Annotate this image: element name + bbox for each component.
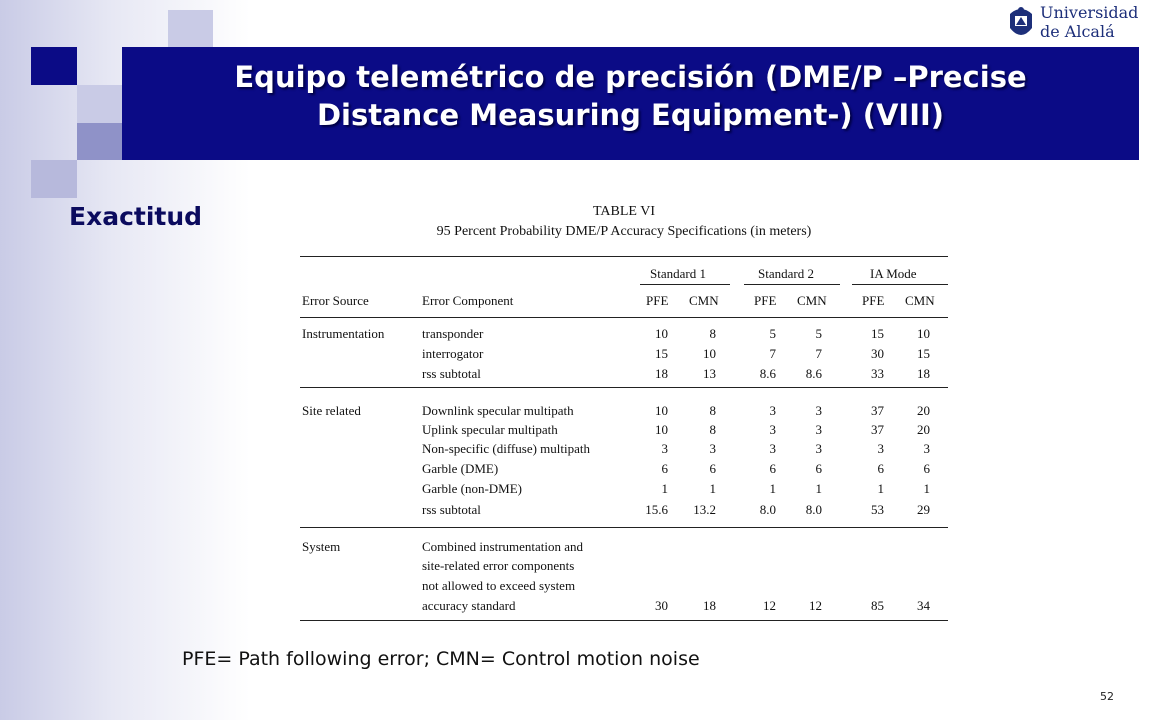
table-cell: 10 bbox=[655, 422, 668, 437]
slide-title bbox=[122, 58, 1139, 134]
col-header-component: Error Component bbox=[422, 293, 514, 308]
table-cell: 3 bbox=[815, 441, 822, 456]
table-cell: 3 bbox=[815, 403, 822, 418]
table-rule bbox=[300, 256, 948, 257]
decor-square bbox=[168, 10, 213, 47]
row-component: accuracy standard bbox=[422, 598, 516, 613]
decor-square bbox=[77, 123, 122, 160]
table-cell: 8 bbox=[709, 403, 716, 418]
table-rule bbox=[744, 284, 840, 285]
row-component: interrogator bbox=[422, 346, 484, 361]
row-source: System bbox=[302, 539, 341, 554]
group-header: Standard 1 bbox=[650, 266, 706, 281]
table-cell: 12 bbox=[763, 598, 776, 613]
table-cell: 1 bbox=[769, 481, 776, 496]
table-cell: 20 bbox=[917, 422, 930, 437]
table-cell: 3 bbox=[661, 441, 668, 456]
table-cell: 15 bbox=[871, 326, 884, 341]
sub-header: PFE bbox=[646, 293, 669, 308]
table-cell: 3 bbox=[769, 403, 776, 418]
sub-header: PFE bbox=[862, 293, 885, 308]
table-cell: 7 bbox=[815, 346, 822, 361]
slide-title-line1: Equipo telemétrico de precisión (DME/P –Precise bbox=[234, 60, 1027, 94]
table-cell: 3 bbox=[923, 441, 930, 456]
table-cell: 85 bbox=[871, 598, 884, 613]
sub-header: CMN bbox=[905, 293, 935, 308]
footnote: PFE= Path following error; CMN= Control motion noise bbox=[182, 648, 700, 670]
row-component: Uplink specular multipath bbox=[422, 422, 558, 437]
col-header-source: Error Source bbox=[302, 293, 369, 308]
table-cell: 13.2 bbox=[693, 502, 716, 517]
section-heading: Exactitud bbox=[69, 202, 203, 231]
logo-line2: de Alcalá bbox=[1040, 22, 1115, 41]
table-cell: 8.0 bbox=[805, 502, 822, 517]
accuracy-table bbox=[296, 200, 952, 624]
table-cell: 53 bbox=[871, 502, 884, 517]
decor-square bbox=[31, 47, 77, 85]
table-cell: 34 bbox=[917, 598, 930, 613]
table-cell: 1 bbox=[923, 481, 930, 496]
table-cell: 8.6 bbox=[759, 366, 776, 381]
slide-title-line2: Distance Measuring Equipment-) (VIII) bbox=[316, 98, 945, 132]
table-subtitle: 95 Percent Probability DME/P Accuracy Specifications (in meters) bbox=[436, 224, 812, 239]
table-cell: 3 bbox=[769, 422, 776, 437]
row-component: Combined instrumentation and bbox=[422, 539, 584, 554]
table-cell: 8.0 bbox=[759, 502, 776, 517]
page-number: 52 bbox=[1100, 690, 1114, 703]
table-cell: 10 bbox=[703, 346, 716, 361]
table-title: TABLE VI bbox=[592, 204, 655, 219]
table-cell: 1 bbox=[877, 481, 884, 496]
table-cell: 15 bbox=[917, 346, 930, 361]
sub-header: PFE bbox=[754, 293, 777, 308]
table-cell: 6 bbox=[815, 461, 822, 476]
table-cell: 3 bbox=[709, 441, 716, 456]
table-cell: 5 bbox=[815, 326, 822, 341]
group-header: IA Mode bbox=[870, 266, 917, 281]
table-rule bbox=[300, 317, 948, 318]
table-cell: 1 bbox=[815, 481, 822, 496]
table-cell: 18 bbox=[655, 366, 668, 381]
table-rule bbox=[852, 284, 948, 285]
crest-icon bbox=[1006, 4, 1036, 44]
sub-header: CMN bbox=[689, 293, 719, 308]
table-cell: 13 bbox=[703, 366, 716, 381]
table-cell: 30 bbox=[871, 346, 884, 361]
row-source: Instrumentation bbox=[302, 326, 385, 341]
table-cell: 30 bbox=[655, 598, 668, 613]
table-cell: 8 bbox=[709, 326, 716, 341]
row-component: Non-specific (diffuse) multipath bbox=[422, 441, 590, 456]
table-cell: 7 bbox=[769, 346, 776, 361]
table-cell: 3 bbox=[877, 441, 884, 456]
row-component: rss subtotal bbox=[422, 502, 481, 517]
table-cell: 29 bbox=[917, 502, 930, 517]
table-cell: 33 bbox=[871, 366, 884, 381]
table-cell: 1 bbox=[709, 481, 716, 496]
table-cell: 6 bbox=[661, 461, 668, 476]
row-component: not allowed to exceed system bbox=[422, 578, 576, 593]
row-component: transponder bbox=[422, 326, 484, 341]
table-rule bbox=[300, 620, 948, 621]
decor-square bbox=[77, 85, 123, 123]
table-rule bbox=[300, 527, 948, 528]
row-source: Site related bbox=[302, 403, 361, 418]
table-cell: 10 bbox=[655, 403, 668, 418]
table-cell: 1 bbox=[661, 481, 668, 496]
table-cell: 15 bbox=[655, 346, 668, 361]
table-cell: 3 bbox=[769, 441, 776, 456]
table-cell: 5 bbox=[769, 326, 776, 341]
decor-square bbox=[31, 160, 77, 198]
table-rule bbox=[640, 284, 730, 285]
group-header: Standard 2 bbox=[758, 266, 814, 281]
logo-line1: Universidad bbox=[1040, 3, 1139, 22]
table-cell: 37 bbox=[871, 403, 884, 418]
table-cell: 15.6 bbox=[645, 502, 668, 517]
row-component: Downlink specular multipath bbox=[422, 403, 574, 418]
table-cell: 18 bbox=[917, 366, 930, 381]
table-cell: 37 bbox=[871, 422, 884, 437]
table-cell: 18 bbox=[703, 598, 716, 613]
university-logo bbox=[1006, 2, 1146, 46]
table-cell: 6 bbox=[923, 461, 930, 476]
sub-header: CMN bbox=[797, 293, 827, 308]
row-component: Garble (DME) bbox=[422, 461, 499, 476]
table-cell: 3 bbox=[815, 422, 822, 437]
table-cell: 12 bbox=[809, 598, 822, 613]
row-component: Garble (non-DME) bbox=[422, 481, 522, 496]
logo-text bbox=[1040, 3, 1138, 41]
row-component: rss subtotal bbox=[422, 366, 481, 381]
table-cell: 6 bbox=[877, 461, 884, 476]
table-cell: 20 bbox=[917, 403, 930, 418]
table-cell: 8 bbox=[709, 422, 716, 437]
table-cell: 10 bbox=[655, 326, 668, 341]
table-cell: 6 bbox=[769, 461, 776, 476]
table-cell: 10 bbox=[917, 326, 930, 341]
table-cell: 6 bbox=[709, 461, 716, 476]
table-rule bbox=[300, 387, 948, 388]
table-cell: 8.6 bbox=[805, 366, 822, 381]
row-component: site-related error components bbox=[422, 558, 575, 573]
